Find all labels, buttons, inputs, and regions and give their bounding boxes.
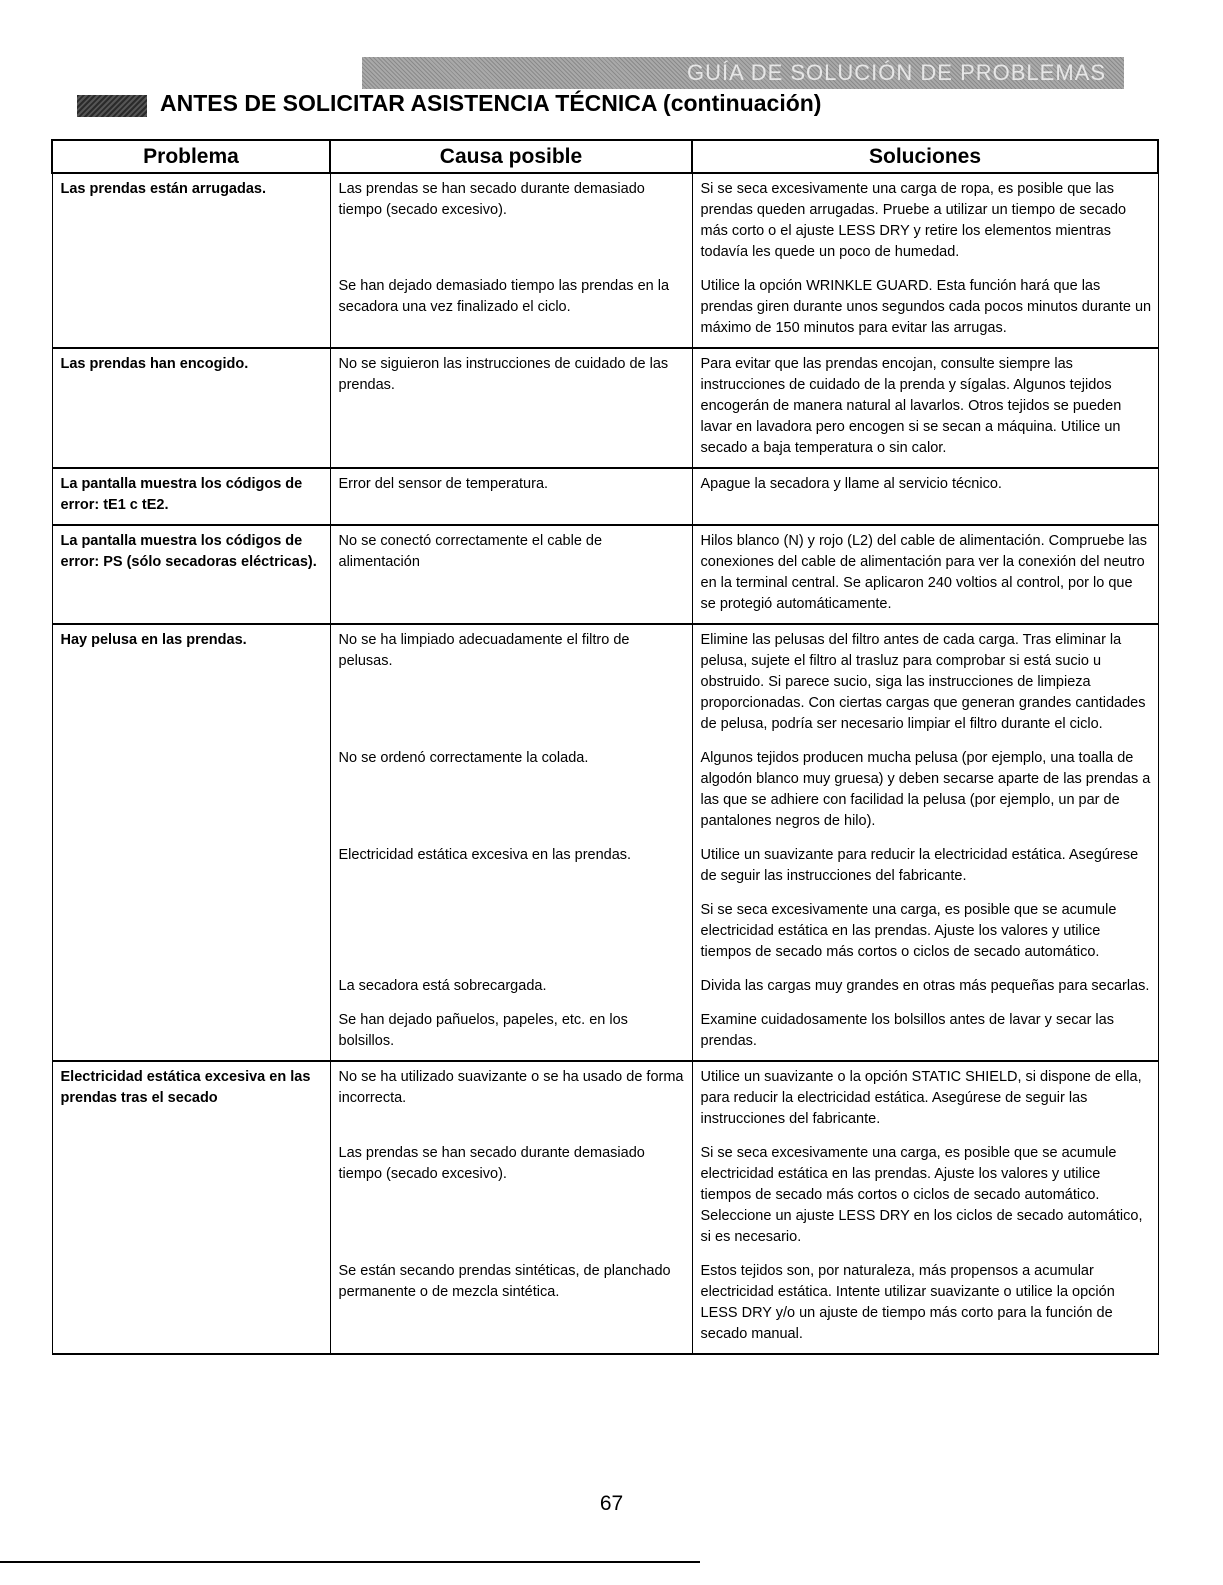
- solution-cell: Divida las cargas muy grandes en otras más pequeñas para secarlas.: [692, 971, 1158, 1005]
- table-row: [52, 348, 1158, 468]
- page-number: 67: [599, 1492, 624, 1515]
- cause-cell: Se están secando prendas sintéticas, de planchado permanente o de mezcla sintética.: [330, 1256, 692, 1354]
- problem-cell: [52, 1256, 330, 1354]
- section-title: ANTES DE SOLICITAR ASISTENCIA TÉCNICA (continuación): [160, 90, 822, 116]
- solution-cell: Si se seca excesivamente una carga, es posible que se acumule electricidad estática en las prendas. Ajuste los valores y utilice tiempos de secado más cortos o ciclos de secado automático.: [692, 895, 1158, 971]
- cause-cell: No se ordenó correctamente la colada.: [330, 743, 692, 840]
- section-banner: [362, 57, 1124, 89]
- problem-cell: [52, 895, 330, 971]
- table-row: [52, 525, 1158, 624]
- cause-cell: Las prendas se han secado durante demasiado tiempo (secado excesivo).: [330, 1138, 692, 1256]
- table-row: [52, 1005, 1158, 1061]
- solution-cell: Si se seca excesivamente una carga, es posible que se acumule electricidad estática en las prendas. Ajuste los valores y utilice tiempos de secado más cortos o ciclos de secado automático. Seleccione un ajuste LESS DRY en los ciclos de secado automático, si es necesario.: [692, 1138, 1158, 1256]
- table-row: [52, 271, 1158, 348]
- cause-cell: Se han dejado pañuelos, papeles, etc. en los bolsillos.: [330, 1005, 692, 1061]
- solution-cell: Hilos blanco (N) y rojo (L2) del cable de alimentación. Compruebe las conexiones del cable de alimentación para ver la conexión del neutro en la terminal central. Se aplicaron 240 voltios al control, por lo que se protegió automáticamente.: [692, 525, 1158, 624]
- table-row: [52, 840, 1158, 895]
- table-row: [52, 895, 1158, 971]
- troubleshooting-table: [51, 139, 1159, 1355]
- solution-cell: Apague la secadora y llame al servicio técnico.: [692, 468, 1158, 525]
- problem-cell: Electricidad estática excesiva en las prendas tras el secado: [52, 1061, 330, 1138]
- column-header-problem: Problema: [52, 140, 330, 173]
- problem-cell: Hay pelusa en las prendas.: [52, 624, 330, 743]
- banner-text: GUÍA DE SOLUCIÓN DE PROBLEMAS: [687, 60, 1106, 85]
- solution-cell: Para evitar que las prendas encojan, consulte siempre las instrucciones de cuidado de la prenda y sígalas. Algunos tejidos encogerán de manera natural al lavarlos. Otros tejidos se pueden lavar en lavadora pero encogen si se secan a máquina. Utilice un secado a baja temperatura o sin calor.: [692, 348, 1158, 468]
- table-row: [52, 743, 1158, 840]
- problem-cell: [52, 971, 330, 1005]
- problem-cell: [52, 1138, 330, 1256]
- cause-cell: [330, 895, 692, 971]
- problem-cell: [52, 271, 330, 348]
- table-row: [52, 1256, 1158, 1354]
- table-row: [52, 173, 1158, 271]
- section-marker-icon: [77, 95, 147, 117]
- cause-cell: Las prendas se han secado durante demasiado tiempo (secado excesivo).: [330, 173, 692, 271]
- cause-cell: No se siguieron las instrucciones de cuidado de las prendas.: [330, 348, 692, 468]
- solution-cell: Estos tejidos son, por naturaleza, más propensos a acumular electricidad estática. Intente utilizar suavizante o utilice la opción LESS DRY y/o un ajuste de tiempo más corto para la función de secado manual.: [692, 1256, 1158, 1354]
- table-header-row: [52, 140, 1158, 173]
- problem-cell: [52, 743, 330, 840]
- cause-cell: No se conectó correctamente el cable de alimentación: [330, 525, 692, 624]
- problem-cell: La pantalla muestra los códigos de error: tE1 c tE2.: [52, 468, 330, 525]
- solution-cell: Examine cuidadosamente los bolsillos antes de lavar y secar las prendas.: [692, 1005, 1158, 1061]
- solution-cell: Elimine las pelusas del filtro antes de cada carga. Tras eliminar la pelusa, sujete el filtro al trasluz para comprobar si está sucio u obstruido. Si parece sucio, siga las instrucciones de limpieza proporcionadas. Con ciertas cargas que generan grandes cantidades de pelusa, podría ser necesario limpiar el filtro durante el ciclo.: [692, 624, 1158, 743]
- column-header-cause: Causa posible: [330, 140, 692, 173]
- solution-cell: Utilice la opción WRINKLE GUARD. Esta función hará que las prendas giren durante unos segundos cada pocos minutos durante un máximo de 150 minutos para evitar las arrugas.: [692, 271, 1158, 348]
- problem-cell: [52, 840, 330, 895]
- problem-cell: Las prendas han encogido.: [52, 348, 330, 468]
- table-row: [52, 624, 1158, 743]
- table-row: [52, 1061, 1158, 1138]
- table-row: [52, 971, 1158, 1005]
- cause-cell: Error del sensor de temperatura.: [330, 468, 692, 525]
- solution-cell: Utilice un suavizante o la opción STATIC SHIELD, si dispone de ella, para reducir la electricidad estática. Asegúrese de seguir las instrucciones del fabricante.: [692, 1061, 1158, 1138]
- problem-cell: Las prendas están arrugadas.: [52, 173, 330, 271]
- cause-cell: No se ha utilizado suavizante o se ha usado de forma incorrecta.: [330, 1061, 692, 1138]
- bottom-rule: [0, 1561, 700, 1563]
- solution-cell: Algunos tejidos producen mucha pelusa (por ejemplo, una toalla de algodón blanco muy gruesa) y deben secarse aparte de las prendas a las que se adhiere con facilidad la pelusa (por ejemplo, un par de pantalones negros de hilo).: [692, 743, 1158, 840]
- problem-cell: [52, 1005, 330, 1061]
- table-row: [52, 1138, 1158, 1256]
- cause-cell: La secadora está sobrecargada.: [330, 971, 692, 1005]
- column-header-solutions: Soluciones: [692, 140, 1158, 173]
- solution-cell: Utilice un suavizante para reducir la electricidad estática. Asegúrese de seguir las instrucciones del fabricante.: [692, 840, 1158, 895]
- table-row: [52, 468, 1158, 525]
- cause-cell: Se han dejado demasiado tiempo las prendas en la secadora una vez finalizado el ciclo.: [330, 271, 692, 348]
- solution-cell: Si se seca excesivamente una carga de ropa, es posible que las prendas queden arrugadas. Pruebe a utilizar un tiempo de secado más corto o el ajuste LESS DRY y retire los elementos mientras todavía les quede un poco de humedad.: [692, 173, 1158, 271]
- problem-cell: La pantalla muestra los códigos de error: PS (sólo secadoras eléctricas).: [52, 525, 330, 624]
- cause-cell: Electricidad estática excesiva en las prendas.: [330, 840, 692, 895]
- cause-cell: No se ha limpiado adecuadamente el filtro de pelusas.: [330, 624, 692, 743]
